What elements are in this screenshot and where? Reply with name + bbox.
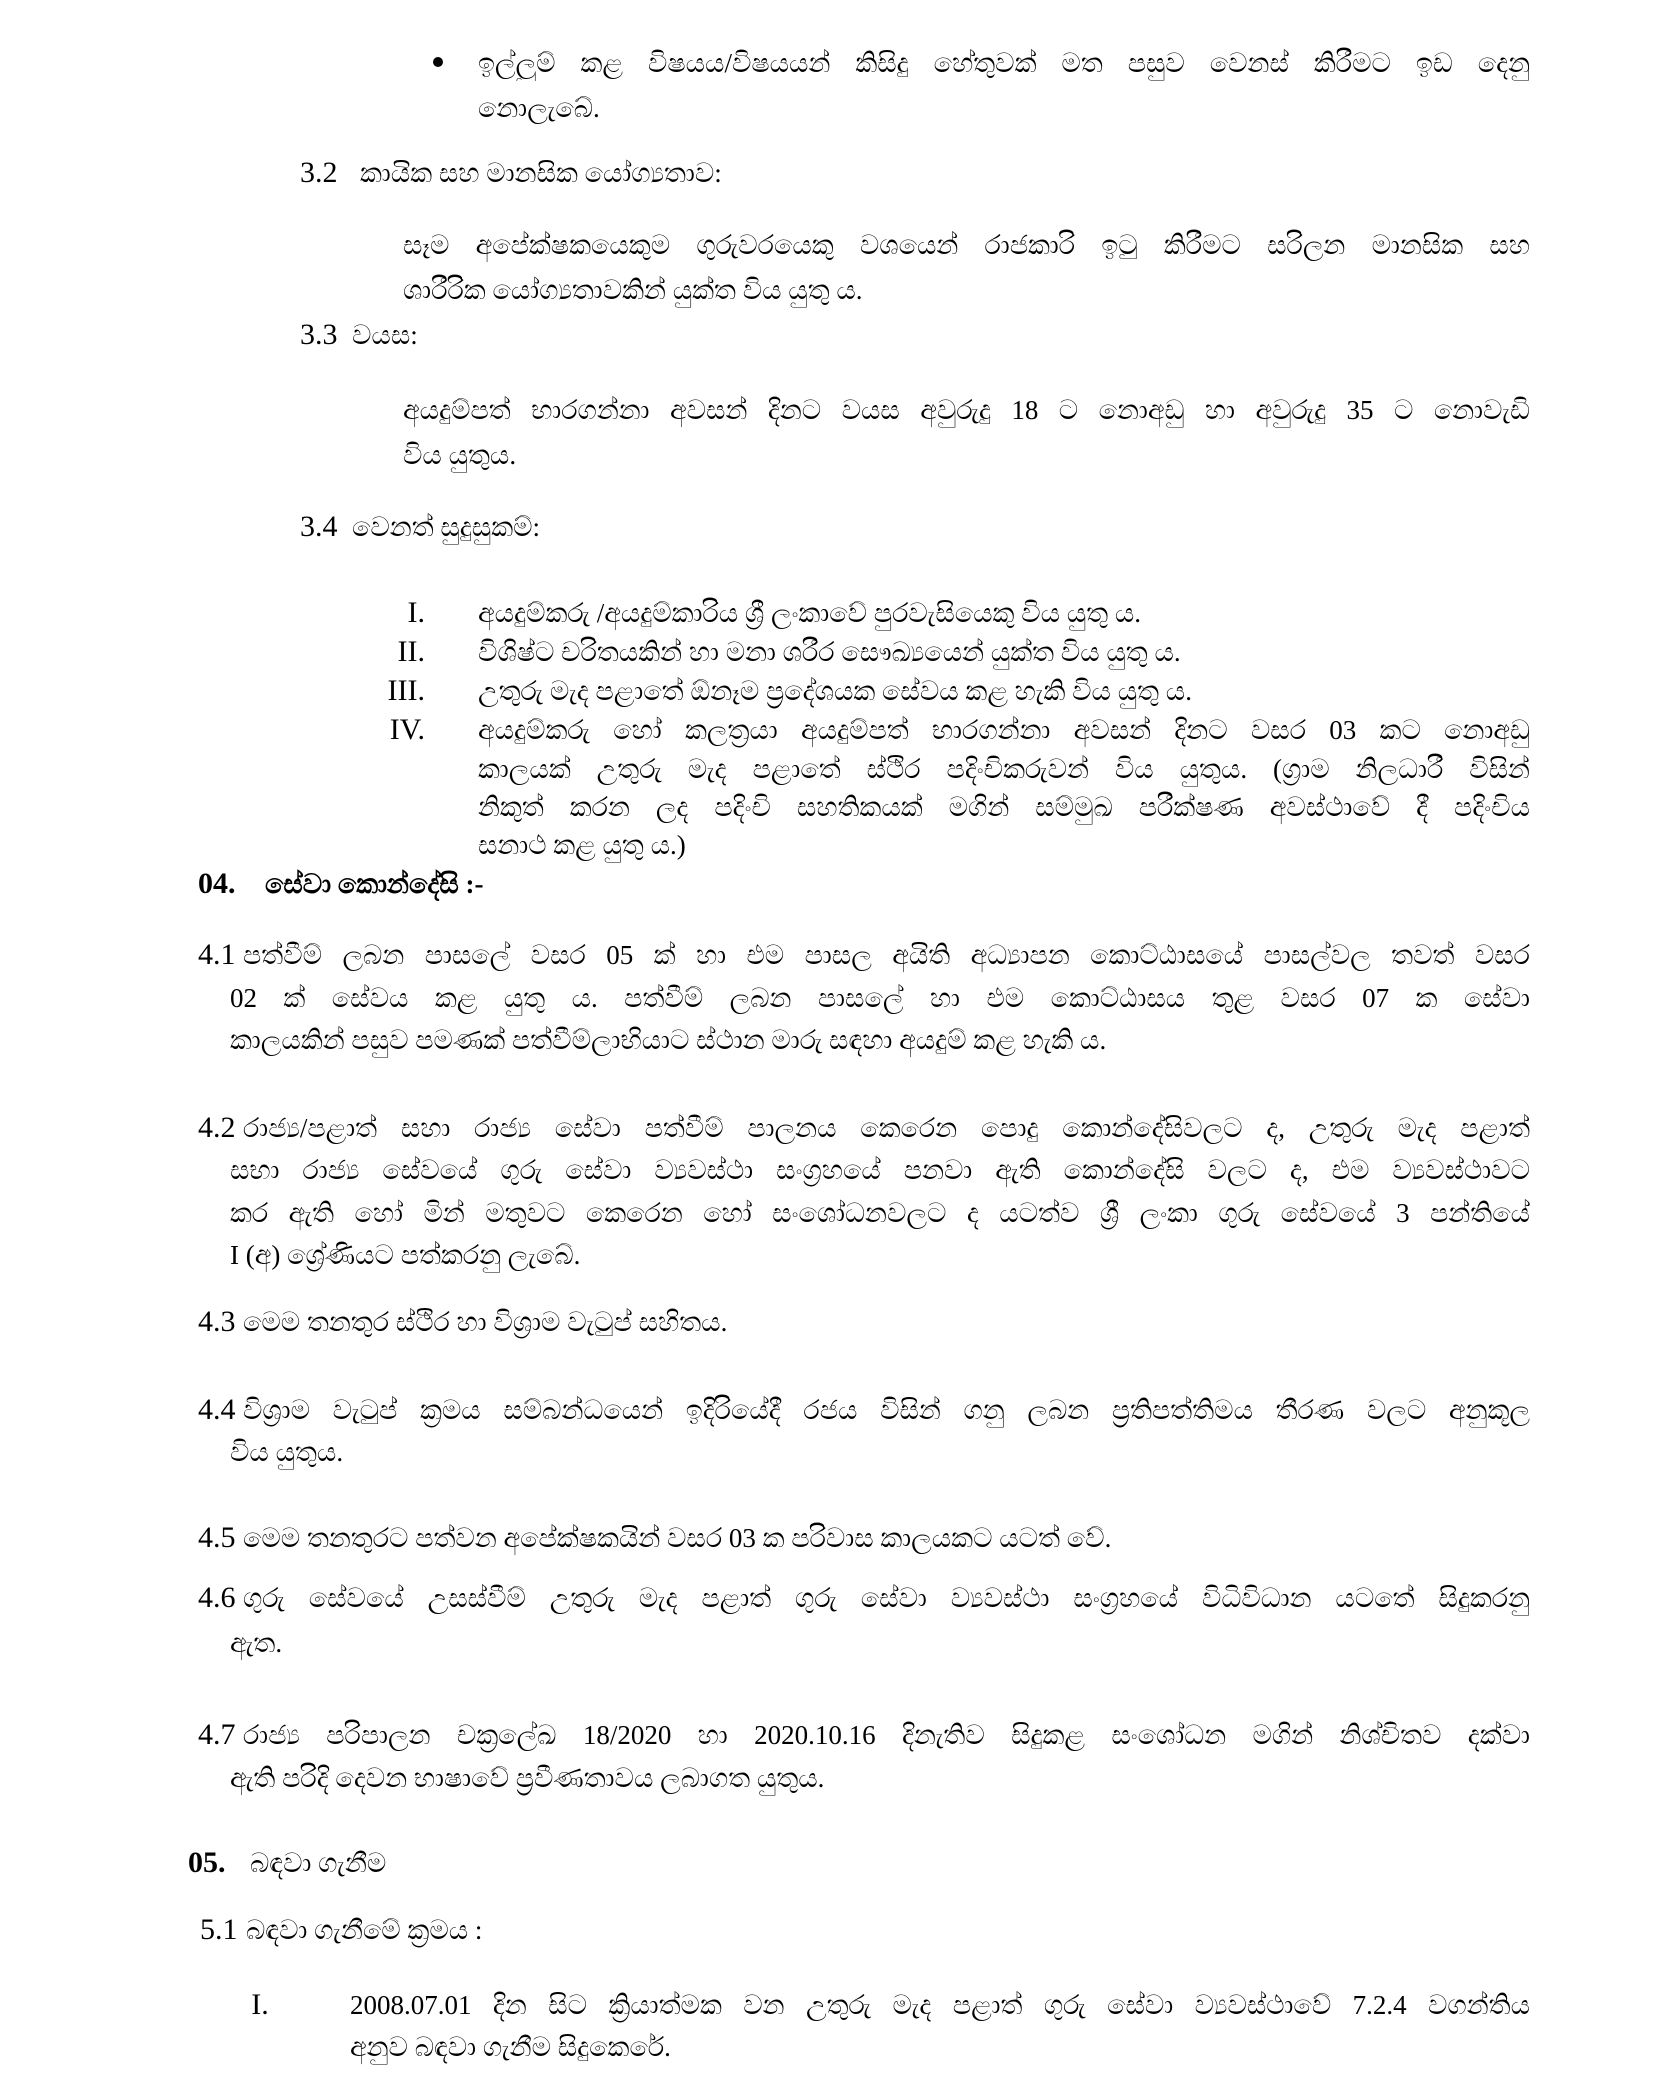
list-item-text: අයදුම්කරු හෝ කලත්‍රයා අයදුම්පත් භාරගන්නා අවසන් දිනට වසර 03 කට නොඅඩු [478, 715, 1530, 745]
list-item-text: කාලයක් උතුරු මැද පළාතේ ස්ථිර පදිංචිකරුවන් විය යුතුය. (ග්‍රාම නිලධාරී විසින් [478, 754, 1530, 784]
section-title: බඳවා ගැනීම [250, 1848, 387, 1878]
list-numeral: I. [407, 596, 425, 629]
clause-line: විශ්‍රාම වැටුප් ක්‍රමය සම්බන්ධයෙන් ඉදිරියේදී රජය විසින් ගනු ලබන ප්‍රතිපත්තිමය තීරණ වලට අනුකූල [243, 1395, 1530, 1425]
paragraph-line: විය යුතුය. [403, 440, 517, 470]
list-item-text: සනාථ කළ යුතු ය.) [478, 830, 686, 860]
list-item-text: අනුව බඳවා ගැනීම සිදුකෙරේ. [350, 2032, 671, 2062]
clause-number: 4.5 [198, 1521, 236, 1554]
clause-line: පත්වීම් ලබන පාසලේ වසර 05 ක් හා එම පාසල අයිති අධ්‍යාපන කොට්ඨාසයේ පාසල්වල තවත් වසර [243, 940, 1530, 970]
section-number: 3.3 [300, 318, 338, 351]
section-number: 04. [198, 867, 236, 900]
list-numeral: I. [251, 1988, 269, 2021]
clause-line: විය යුතුය. [230, 1437, 344, 1467]
clause-number: 4.4 [198, 1393, 236, 1426]
section-title: සේවා කොන්දේසි :- [265, 869, 484, 899]
list-item-text: 2008.07.01 දින සිට ක්‍රියාත්මක වන උතුරු මැද පළාත් ගුරු සේවා ව්‍යවස්ථාවේ 7.2.4 වගන්තිය [350, 1990, 1530, 2020]
section-title: කායික සහ මානසික යෝග්‍යතාව: [360, 158, 722, 188]
clause-number: 4.7 [198, 1718, 236, 1751]
list-numeral: II. [397, 635, 425, 668]
bullet-icon [433, 57, 443, 67]
clause-line: I (අ) ශ්‍රේණියට පත්කරනු ලැබේ. [230, 1240, 581, 1270]
clause-number: 4.6 [198, 1581, 236, 1614]
clause-number: 4.1 [198, 938, 236, 971]
clause-line: ඇති පරිදි දෙවන භාෂාවේ ප්‍රවීණතාවය ලබාගත යුතුය. [230, 1763, 825, 1793]
subsection-title: බඳවා ගැනීමේ ක්‍රමය : [246, 1915, 483, 1945]
list-item-text: අයදුම්කරු /අයදුම්කාරිය ශ්‍රී ලංකාවේ පුරවැසියෙකු විය යුතු ය. [478, 598, 1142, 628]
clause-line: කර ඇති හෝ මින් මතුවට කෙරෙන හෝ සංශෝධනවලට ද යටත්ව ශ්‍රී ලංකා ගුරු සේවයේ 3 පන්තියේ [230, 1198, 1530, 1228]
clause-line: ඇත. [230, 1628, 283, 1658]
clause-number: 4.2 [198, 1111, 236, 1144]
clause-line: කාලයකින් පසුව පමණක් පත්වීම්ලාභියාට ස්ථාන මාරු සඳහා අයදුම් කළ හැකි ය. [230, 1025, 1107, 1055]
clause-line: රාජ්‍ය පරිපාලන චක්‍රලේඛ 18/2020 හා 2020.10.16 දිනැතිව සිදුකළ සංශෝධන මගින් නිශ්චිතව දක්වා [243, 1720, 1530, 1750]
bullet-text-line: නොලැබේ. [478, 93, 600, 123]
section-number: 3.4 [300, 510, 338, 543]
list-item-text: විශිෂ්ට චරිතයකින් හා මනා ශරීර සෞඛ්‍යයෙන් යුක්ත විය යුතු ය. [478, 637, 1181, 667]
section-title: වෙනත් සුදුසුකම්: [352, 512, 541, 542]
paragraph-line: සෑම අපේක්ෂකයෙකුම ගුරුවරයෙකු වශයෙන් රාජකාරි ඉටු කිරීමට සරිලන මානසික සහ [403, 230, 1530, 260]
section-number: 3.2 [300, 156, 338, 189]
clause-line: මෙම තනතුර ස්ථිර හා විශ්‍රාම වැටුප් සහිතය. [243, 1307, 728, 1337]
clause-line: රාජ්‍ය/පළාත් සහා රාජ්‍ය සේවා පත්වීම් පාලනය කෙරෙන පොදු කොන්දේසිවලට ද, උතුරු මැද පළාත් [243, 1113, 1530, 1143]
list-item-text: උතුරු මැද පළාතේ ඕනෑම ප්‍රදේශයක සේවය කළ හැකි විය යුතු ය. [478, 676, 1192, 706]
list-numeral: IV. [389, 713, 425, 746]
clause-line: මෙම තනතුරට පත්වන අපේක්ෂකයින් වසර 03 ක පරිවාස කාලයකට යටත් වේ. [243, 1523, 1112, 1553]
list-item-text: නිකුත් කරන ලද පදිංචි සහතිකයක් මගින් සම්මුඛ පරීක්ෂණ අවස්ථාවේ දී පදිංචිය [478, 792, 1530, 822]
clause-line: ගුරු සේවයේ උසස්වීම් උතුරු මැද පළාත් ගුරු සේවා ව්‍යවස්ථා සංග්‍රහයේ විධිවිධාන යටතේ සිදුකරනු [243, 1583, 1530, 1613]
clause-line: 02 ක් සේවය කළ යුතු ය. පත්වීම් ලබන පාසලේ හා එම කොට්ඨාසය තුළ වසර 07 ක සේවා [230, 983, 1530, 1013]
subsection-number: 5.1 [200, 1913, 238, 1946]
bullet-text-line: ඉල්ලුම් කළ විෂයය/විෂයයන් කිසිදු හේතුවක් මත පසුව වෙනස් කිරීමට ඉඩ දෙනු [478, 48, 1530, 78]
clause-number: 4.3 [198, 1305, 236, 1338]
paragraph-line: අයදුම්පත් භාරගන්නා අවසන් දිනට වයස අවුරුදු 18 ට නොඅඩු හා අවුරුදු 35 ට නොවැඩි [403, 395, 1530, 425]
clause-line: සභා රාජ්‍ය සේවයේ ගුරු සේවා ව්‍යවස්ථා සංග්‍රහයේ පනවා ඇති කොන්දේසි වලට ද, එම ව්‍යවස්ථාවට [230, 1155, 1530, 1185]
section-number: 05. [188, 1846, 226, 1879]
paragraph-line: ශාරීරික යෝග්‍යතාවකින් යුක්ත විය යුතු ය. [403, 275, 863, 305]
section-title: වයස: [352, 320, 418, 350]
list-numeral: III. [387, 674, 425, 707]
